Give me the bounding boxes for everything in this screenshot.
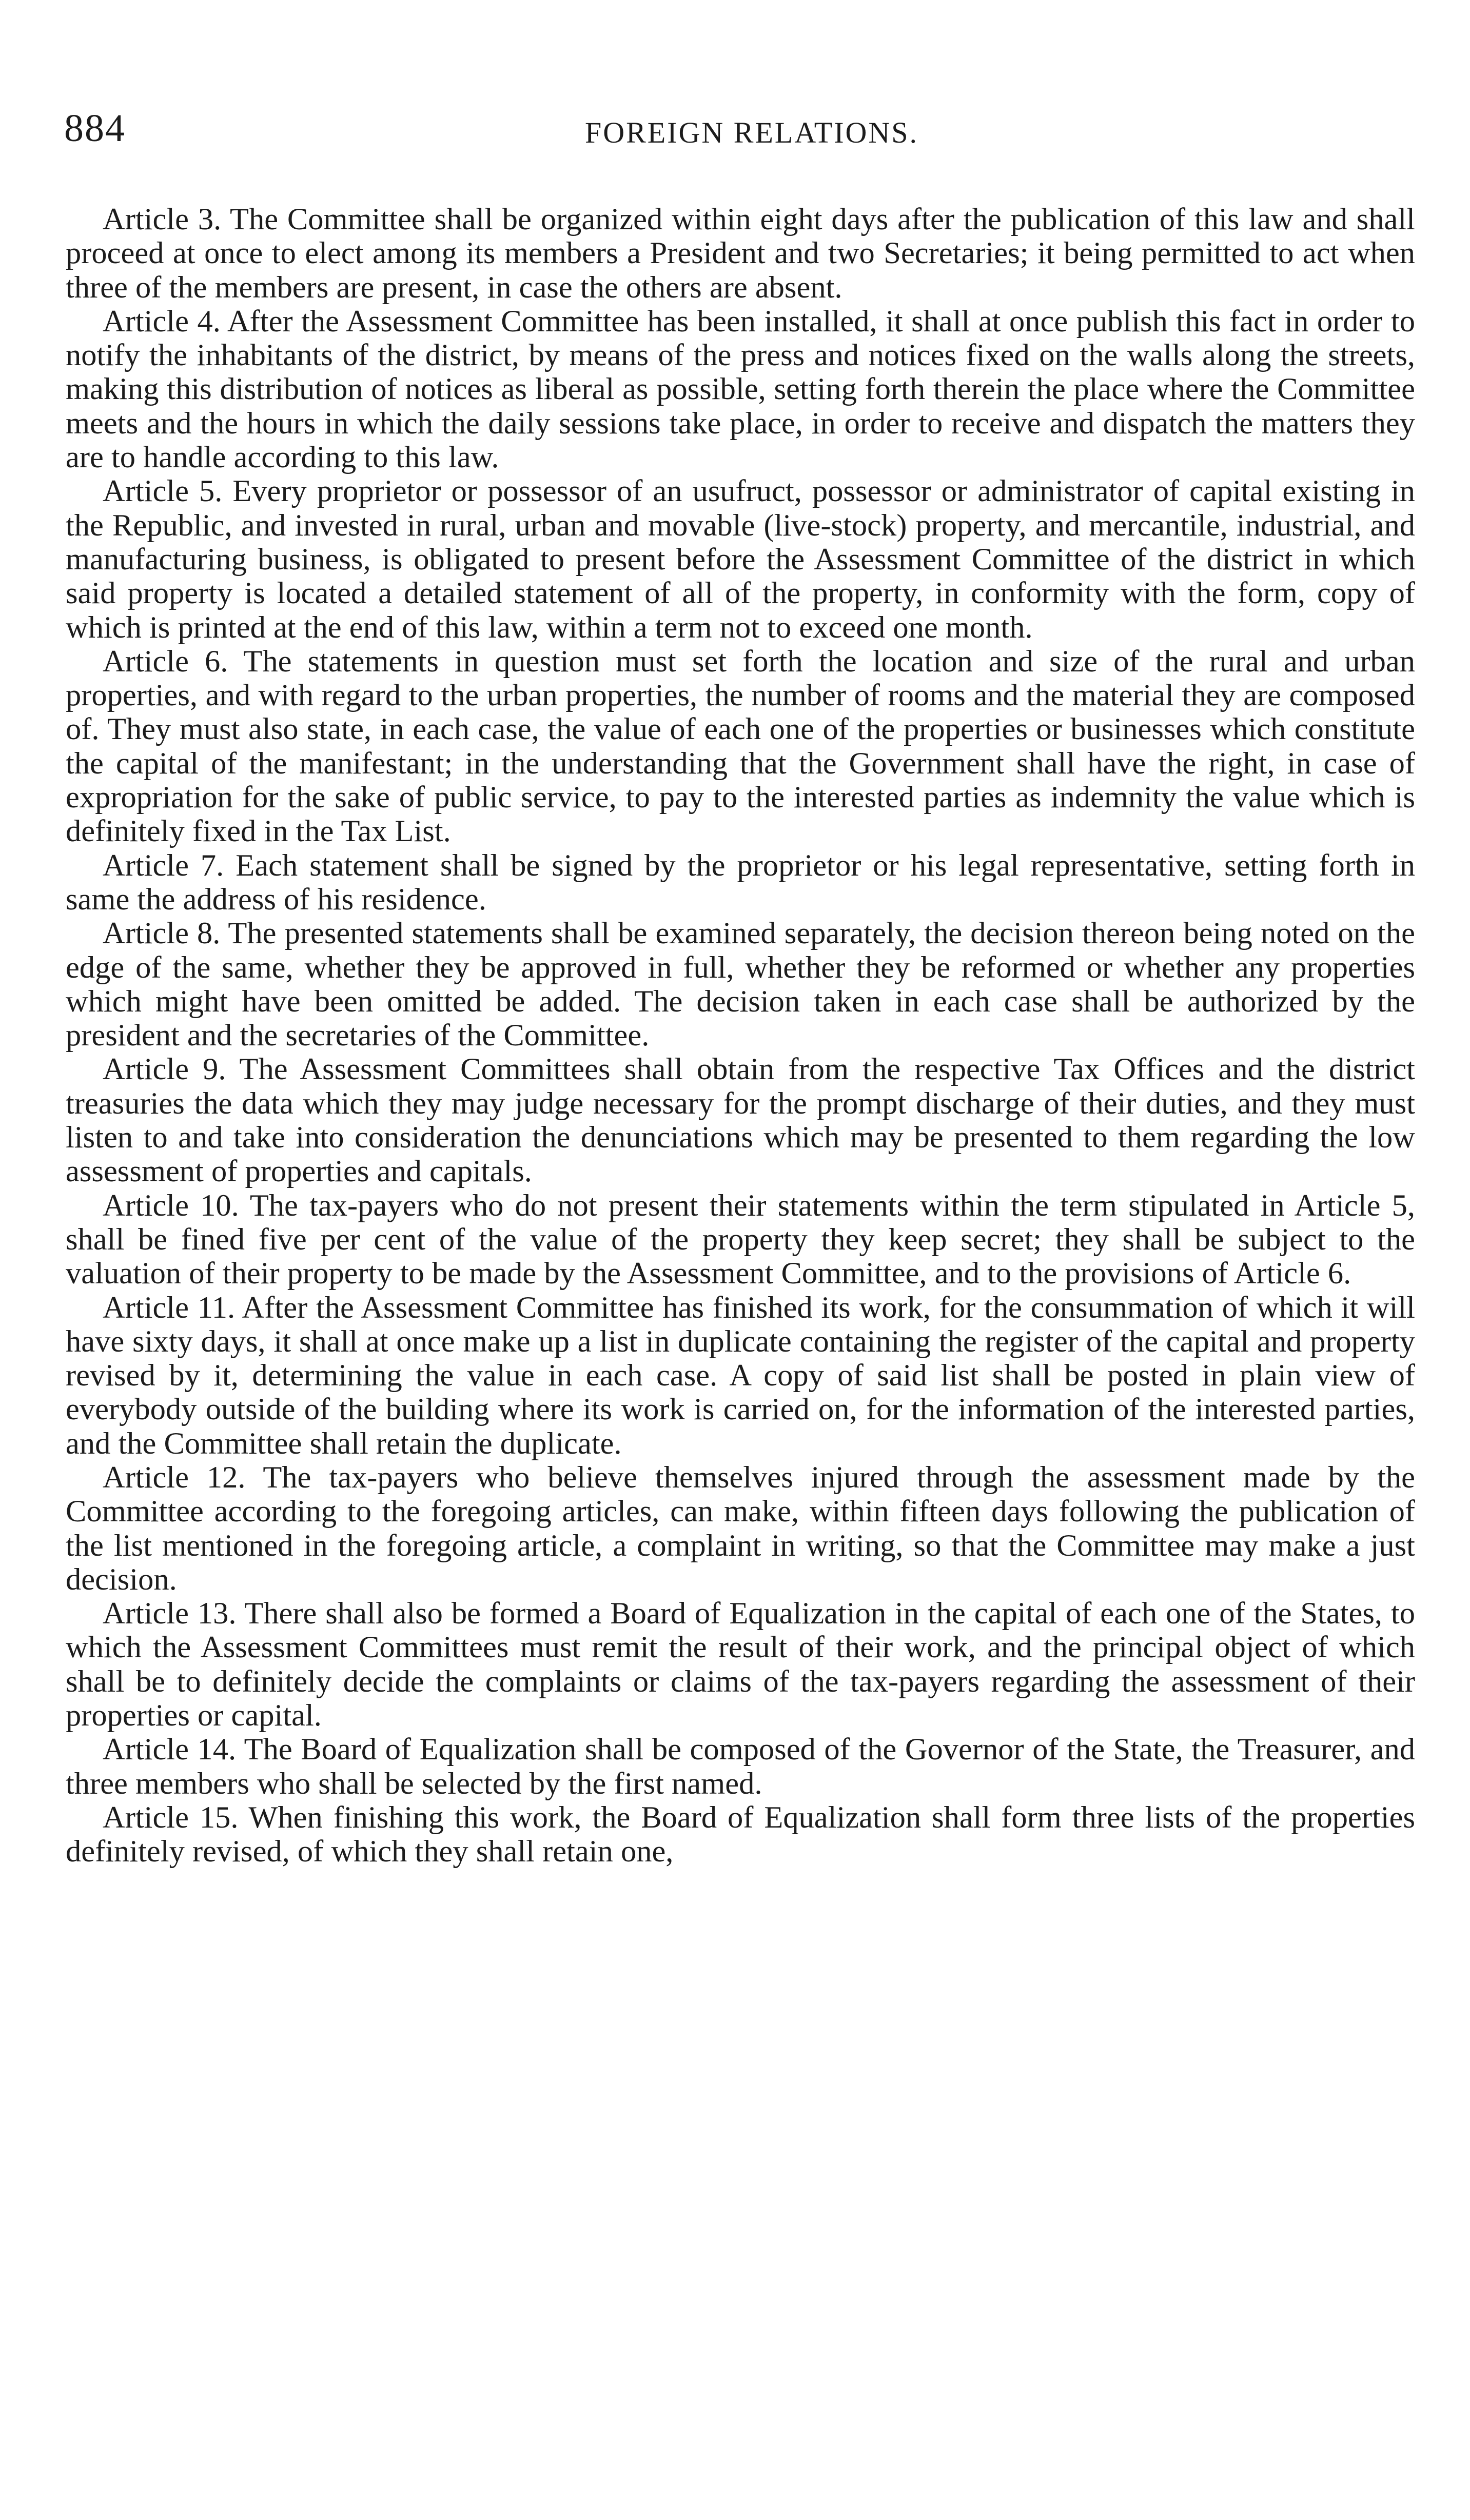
article-13: Article 13. There shall also be formed a Board of Equalization in the capital of each one of the States, to which the Assessment Committees must remit the result of their work, and the principal object of which shall be to definitely decide the complaints or claims of the tax-payers regarding the assessment of their properties or capital. <box>66 1596 1415 1733</box>
article-11: Article 11. After the Assessment Committee has finished its work, for the consummation of which it will have sixty days, it shall at once make up a list in duplicate containing the register of the capital and property revised by it, determining the value in each case. A copy of said list shall be posted in plain view of everybody outside of the building where its work is carried on, for the information of the interested parties, and the Committee shall retain the duplicate. <box>66 1290 1415 1461</box>
page-number: 884 <box>64 107 126 150</box>
page-header <box>64 103 1408 159</box>
article-text-body <box>66 203 1415 1869</box>
article-4: Article 4. After the Assessment Committee has been installed, it shall at once publish this fact in order to notify the inhabitants of the district, by means of the press and notices fixed on the walls along the streets, making this distribution of notices as liberal as possible, setting forth therein the place where the Committee meets and the hours in which the daily sessions take place, in order to receive and dispatch the matters they are to handle according to this law. <box>66 304 1415 475</box>
article-15: Article 15. When finishing this work, the Board of Equalization shall form three lists of the properties definitely revised, of which they shall retain one, <box>66 1800 1415 1869</box>
article-8: Article 8. The presented statements shall be examined separately, the decision thereon being noted on the edge of the same, whether they be approved in full, whether they be reformed or whether any properties which might have been omitted be added. The decision taken in each case shall be authorized by the president and the secretaries of the Committee. <box>66 916 1415 1053</box>
article-14: Article 14. The Board of Equalization shall be composed of the Governor of the State, the Treasurer, and three members who shall be selected by the first named. <box>66 1732 1415 1801</box>
article-9: Article 9. The Assessment Committees shall obtain from the respective Tax Offices and the district treasuries the data which they may judge necessary for the prompt discharge of their duties, and they must listen to and take into consideration the denunciations which may be presented to them regarding the low assessment of properties and capitals. <box>66 1052 1415 1189</box>
running-head: FOREIGN RELATIONS. <box>584 116 919 149</box>
article-6: Article 6. The statements in question must set forth the location and size of the rural and urban properties, and with regard to the urban properties, the number of rooms and the material they are composed of. They must also state, in each case, the value of each one of the properties or businesses which constitute the capital of the manifestant; in the understanding that the Government shall have the right, in case of expropriation for the sake of public service, to pay to the interested parties as indemnity the value which is definitely fixed in the Tax List. <box>66 644 1415 849</box>
article-5: Article 5. Every proprietor or possessor of an usufruct, possessor or administrator of capital existing in the Republic, and invested in rural, urban and movable (live-stock) property, and mercantile, industrial, and manufacturing business, is obligated to present before the Assessment Committee of the district in which said property is located a detailed statement of all of the property, in conformity with the form, copy of which is printed at the end of this law, within a term not to exceed one month. <box>66 474 1415 645</box>
article-7: Article 7. Each statement shall be signed by the proprietor or his legal representative, setting forth in same the address of his residence. <box>66 848 1415 917</box>
article-12: Article 12. The tax-payers who believe themselves injured through the assessment made by the Committee according to the foregoing articles, can make, within fifteen days following the publication of the list mentioned in the foregoing article, a complaint in writing, so that the Committee may make a just decision. <box>66 1460 1415 1597</box>
article-3: Article 3. The Committee shall be organized within eight days after the publication of this law and shall proceed at once to elect among its members a President and two Secretaries; it being permitted to act when three of the members are present, in case the others are absent. <box>66 202 1415 305</box>
article-10: Article 10. The tax-payers who do not present their statements within the term stipulated in Article 5, shall be fined five per cent of the value of the property they keep secret; they shall be subject to the valuation of their property to be made by the Assessment Committee, and to the provisions of Article 6. <box>66 1188 1415 1291</box>
